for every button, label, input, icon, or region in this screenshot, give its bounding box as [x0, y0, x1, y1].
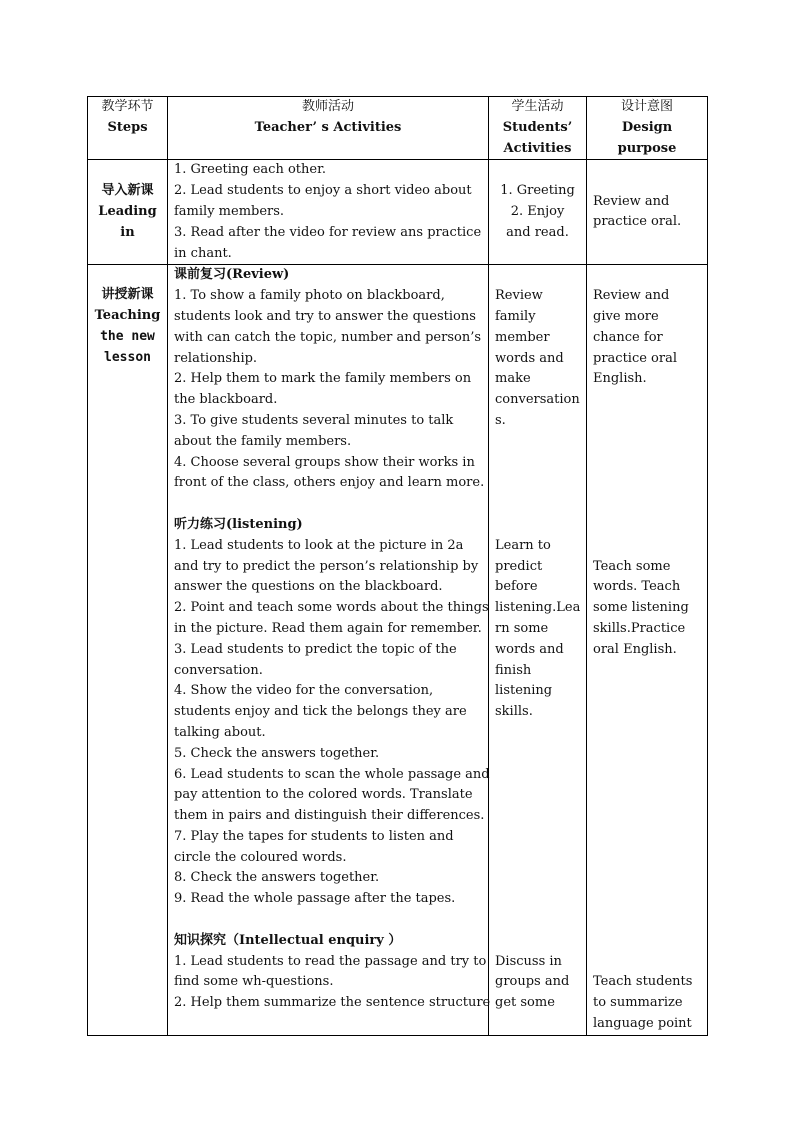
step-en: lesson	[104, 349, 151, 365]
text-line: words and	[495, 350, 564, 366]
lesson-plan-table	[87, 96, 708, 1036]
header-design-zh: 设计意图	[620, 99, 673, 114]
section-title-enquiry: 知识探究（Intellectual enquiry ）	[174, 932, 402, 948]
spacer	[593, 473, 701, 494]
text-line: 2. Help them summarize the sentence structure	[174, 995, 491, 1011]
row-teaching	[88, 265, 708, 1035]
spacer	[593, 848, 701, 869]
header-teacher-zh: 教师活动	[301, 99, 354, 114]
header-design-en2: purpose	[617, 140, 677, 156]
text-line: Review and	[593, 193, 670, 209]
spacer	[593, 515, 701, 536]
text-line: family	[495, 308, 536, 324]
text-line: relationship.	[174, 350, 258, 366]
spacer	[593, 827, 701, 848]
text-line: students enjoy and tick the belongs they are	[174, 704, 467, 720]
header-students-zh: 学生活动	[511, 99, 564, 114]
spacer	[174, 494, 482, 515]
text-line: language point	[593, 1016, 692, 1032]
text-line: 3. Lead students to predict the topic of the	[174, 641, 457, 657]
spacer	[495, 265, 580, 286]
text-line: 2. Help them to mark the family members on	[174, 371, 472, 387]
spacer	[593, 785, 701, 806]
spacer	[593, 702, 701, 723]
section-title-review: 课前复习(Review)	[174, 267, 290, 283]
text-line: conversation	[495, 392, 580, 408]
step-en: the new	[100, 328, 155, 344]
text-line: 3. Read after the video for review ans practice	[174, 224, 482, 240]
teacher-activities	[168, 265, 489, 1035]
text-line: 1. To show a family photo on blackboard,	[174, 288, 445, 304]
text-line: in the picture. Read them again for remember.	[174, 620, 482, 636]
teacher-activities	[168, 160, 489, 265]
text-line: conversation.	[174, 662, 263, 678]
text-line: skills.	[495, 704, 533, 720]
header-design	[587, 97, 708, 160]
row-leading-in	[88, 160, 708, 265]
header-students	[489, 97, 587, 160]
text-line: give more	[593, 308, 659, 324]
spacer	[593, 681, 701, 702]
spacer	[495, 848, 580, 869]
section-title-listening: 听力练习(listening)	[174, 516, 303, 532]
spacer	[495, 889, 580, 910]
text-line: 8. Check the answers together.	[174, 870, 380, 886]
text-line: predict	[495, 558, 543, 574]
text-line: words. Teach	[593, 579, 681, 595]
text-line: circle the coloured words.	[174, 849, 347, 865]
text-line: Teach students	[593, 974, 693, 990]
text-line: to summarize	[593, 995, 683, 1011]
text-line: front of the class, others enjoy and learn more.	[174, 475, 485, 491]
text-line: in chant.	[174, 245, 232, 261]
design-purpose	[587, 160, 708, 265]
spacer	[593, 868, 701, 889]
text-line: 1. Lead students to read the passage and try to	[174, 953, 487, 969]
text-line: practice oral	[593, 350, 678, 366]
text-line: Discuss in	[495, 953, 562, 969]
text-line: 4. Show the video for the conversation,	[174, 683, 434, 699]
text-line: 2. Point and teach some words about the things	[174, 600, 489, 616]
text-line: talking about.	[174, 724, 266, 740]
text-line: make	[495, 371, 531, 387]
text-line: listening.Lea	[495, 600, 581, 616]
step-leading-in	[88, 160, 168, 265]
spacer	[593, 661, 701, 682]
text-line: 5. Check the answers together.	[174, 745, 380, 761]
design-purpose	[587, 265, 708, 1035]
text-line: with can catch the topic, number and person’s	[174, 329, 482, 345]
text-line: Review and	[593, 288, 670, 304]
text-line: some listening	[593, 600, 689, 616]
student-activities	[489, 160, 587, 265]
header-row	[88, 97, 708, 160]
spacer	[593, 910, 701, 931]
spacer	[495, 931, 580, 952]
text-line: and read.	[506, 224, 569, 240]
text-line: the blackboard.	[174, 392, 278, 408]
spacer	[495, 494, 580, 515]
spacer	[495, 785, 580, 806]
text-line: member	[495, 329, 550, 345]
header-teacher	[168, 97, 489, 160]
text-line: finish	[495, 662, 532, 678]
text-line: 4. Choose several groups show their works in	[174, 454, 475, 470]
spacer	[495, 806, 580, 827]
text-line: about the family members.	[174, 433, 352, 449]
text-line: listening	[495, 683, 553, 699]
header-design-en1: Design	[621, 119, 673, 135]
text-line: practice oral.	[593, 214, 682, 230]
text-line: pay attention to the colored words. Translate	[174, 787, 473, 803]
spacer	[593, 744, 701, 765]
text-line: skills.Practice	[593, 620, 686, 636]
text-line: students look and try to answer the questions	[174, 308, 476, 324]
spacer	[593, 765, 701, 786]
text-line: 6. Lead students to scan the whole passage and	[174, 766, 490, 782]
text-line: get some	[495, 995, 555, 1011]
text-line: before	[495, 579, 538, 595]
text-line: 1. Greeting	[500, 183, 575, 199]
text-line: 2. Enjoy	[510, 203, 565, 219]
text-line: rn some	[495, 620, 549, 636]
text-line: answer the questions on the blackboard.	[174, 579, 443, 595]
header-students-en2: Activities	[503, 140, 572, 156]
spacer	[593, 806, 701, 827]
text-line: 9. Read the whole passage after the tapes.	[174, 891, 456, 907]
spacer	[593, 931, 701, 952]
text-line: words and	[495, 641, 564, 657]
text-line: groups and	[495, 974, 570, 990]
step-en: in	[120, 224, 135, 240]
spacer	[593, 952, 701, 973]
text-line: find some wh-questions.	[174, 974, 334, 990]
spacer	[174, 910, 482, 931]
text-line: 2. Lead students to enjoy a short video about	[174, 183, 472, 199]
spacer	[593, 432, 701, 453]
text-line: s.	[495, 412, 506, 428]
step-teaching	[88, 265, 168, 1035]
text-line: Teach some	[593, 558, 671, 574]
text-line: 7. Play the tapes for students to listen and	[174, 828, 454, 844]
spacer	[593, 390, 701, 411]
text-line: 1. Lead students to look at the picture in 2a	[174, 537, 464, 553]
spacer	[495, 515, 580, 536]
step-en: Teaching	[94, 308, 161, 324]
header-steps	[88, 97, 168, 160]
spacer	[593, 411, 701, 432]
spacer	[495, 868, 580, 889]
header-teacher-en: Teacher’ s Activities	[254, 119, 402, 135]
student-activities	[489, 265, 587, 1035]
spacer	[593, 494, 701, 515]
step-zh: 导入新课	[101, 183, 154, 199]
text-line: family members.	[174, 203, 285, 219]
spacer	[495, 765, 580, 786]
spacer	[495, 723, 580, 744]
spacer	[593, 265, 701, 286]
text-line: and try to predict the person’s relationship by	[174, 558, 479, 574]
step-zh: 讲授新课	[101, 287, 154, 303]
spacer	[495, 473, 580, 494]
spacer	[495, 453, 580, 474]
header-steps-zh: 教学环节	[101, 99, 154, 114]
spacer	[593, 536, 701, 557]
text-line: Review	[495, 288, 543, 304]
spacer	[593, 723, 701, 744]
text-line: 3. To give students several minutes to talk	[174, 412, 454, 428]
spacer	[495, 432, 580, 453]
spacer	[495, 744, 580, 765]
header-students-en1: Students’	[502, 119, 573, 135]
step-en: Leading	[98, 203, 157, 219]
header-steps-en: Steps	[107, 119, 148, 135]
text-line: oral English.	[593, 641, 677, 657]
text-line: Learn to	[495, 537, 551, 553]
spacer	[593, 453, 701, 474]
text-line: chance for	[593, 329, 663, 345]
spacer	[495, 910, 580, 931]
spacer	[593, 889, 701, 910]
text-line: English.	[593, 371, 647, 387]
text-line: 1. Greeting each other.	[174, 162, 326, 178]
spacer	[495, 827, 580, 848]
text-line: them in pairs and distinguish their differences.	[174, 808, 485, 824]
